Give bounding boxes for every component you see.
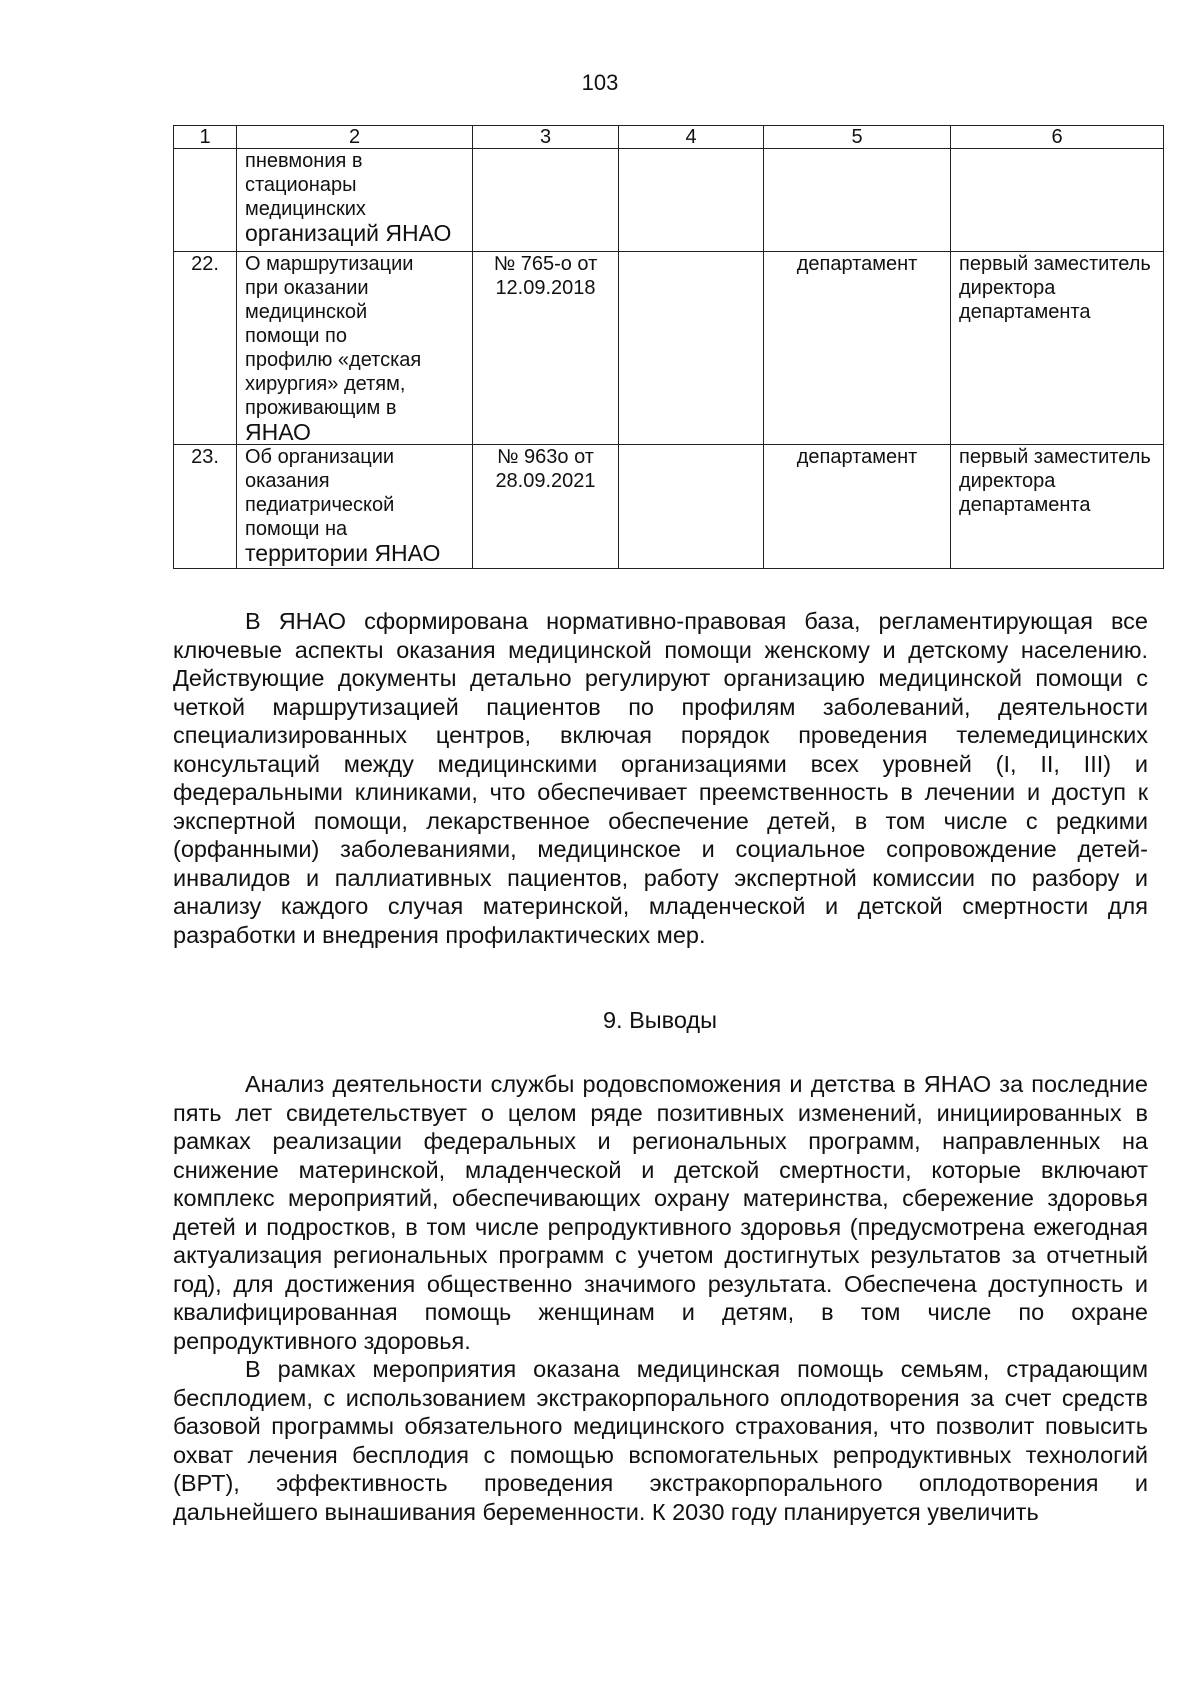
- responsible: [951, 149, 1164, 252]
- column-header: 1: [174, 126, 237, 149]
- row-number: [174, 149, 237, 252]
- department: департамент: [764, 445, 951, 569]
- document-number: № 765-о от 12.09.2018: [473, 252, 619, 445]
- title-line: педиатрической: [245, 494, 395, 516]
- document-table: [173, 125, 1164, 569]
- section-heading: 9. Выводы: [602, 1007, 718, 1033]
- title-line: Об организации: [245, 446, 395, 468]
- body-text-2: [173, 1070, 1148, 1526]
- row-number: 22.: [174, 252, 237, 445]
- table-row: [174, 149, 1164, 252]
- title-line: организаций ЯНАО: [245, 220, 452, 246]
- document-title: [237, 252, 473, 445]
- column-header: 2: [237, 126, 473, 149]
- table-row: [174, 445, 1164, 569]
- responsible: первый заместитель директора департамента: [951, 445, 1164, 569]
- column-header: 4: [619, 126, 764, 149]
- paragraph: В ЯНАО сформирована нормативно-правовая база, регламентирующая все ключевые аспекты оказания медицинской помощи женскому и детскому населению. Действующие документы детально регулируют организацию медицинской помощи с четкой маршрутизацией пациентов по профилям заболеваний, деятельности специализированных центров, включая порядок проведения телемедицинских консультаций между медицинскими организациями всех уровней (I, II, III) и федеральными клиниками, что обеспечивает преемственность в лечении и доступ к экспертной помощи, лекарственное обеспечение детей, в том числе с редкими (орфанными) заболеваниями, медицинское и социальное сопровождение детей-инвалидов и паллиативных пациентов, работу экспертной комиссии по разбору и анализу каждого случая материнской, младенческой и детской смертности для разработки и внедрения профилактических мер.: [173, 608, 1148, 948]
- table-header-row: [174, 126, 1164, 149]
- paragraph: В рамках мероприятия оказана медицинская помощь семьям, страдающим бесплодием, с использованием экстракорпорального оплодотворения за счет средств базовой программы обязательного медицинского страхования, что позволит повысить охват лечения бесплодия с помощью вспомогательных репродуктивных технологий (ВРТ), эффективность проведения экстракорпорального оплодотворения и дальнейшего вынашивания беременности. К 2030 году планируется увеличить: [173, 1356, 1148, 1525]
- title-line: хирургия» детям,: [245, 373, 406, 395]
- title-line: территории ЯНАО: [245, 540, 441, 566]
- paragraph: Анализ деятельности службы родовспоможения и детства в ЯНАО за последние пять лет свидетельствует о целом ряде позитивных изменений, инициированных в рамках реализации федеральных и региональных программ, направленных на снижение материнской, младенческой и детской смертности, которые включают комплекс мероприятий, обеспечивающих охрану материнства, сбережение здоровья детей и подростков, в том числе репродуктивного здоровья (предусмотрена ежегодная актуализация региональных программ с учетом достигнутых результатов за отчетный год), для достижения общественно значимого результата. Обеспечена доступность и квалифицированная помощь женщинам и детям, в том числе по охране репродуктивного здоровья.: [173, 1071, 1148, 1354]
- column-header: 3: [473, 126, 619, 149]
- title-line: проживающим в: [245, 397, 397, 419]
- document-title: [237, 149, 473, 252]
- title-line: медицинских: [245, 198, 366, 220]
- title-line: при оказании: [245, 277, 369, 299]
- title-line: ЯНАО: [245, 419, 311, 445]
- department: департамент: [764, 252, 951, 445]
- column-4-cell: [619, 149, 764, 252]
- title-line: пневмония в: [245, 150, 363, 172]
- title-line: профилю «детская: [245, 349, 422, 371]
- title-line: О маршрутизации: [245, 253, 414, 275]
- title-line: помощи по: [245, 325, 347, 347]
- title-line: оказания: [245, 470, 330, 492]
- column-4-cell: [619, 445, 764, 569]
- department: [764, 149, 951, 252]
- table-row: [174, 252, 1164, 445]
- title-line: помощи на: [245, 518, 348, 540]
- column-header: 5: [764, 126, 951, 149]
- page-number: 103: [581, 70, 619, 95]
- responsible: первый заместитель директора департамента: [951, 252, 1164, 445]
- column-4-cell: [619, 252, 764, 445]
- document-number: [473, 149, 619, 252]
- row-number: 23.: [174, 445, 237, 569]
- title-line: медицинской: [245, 301, 368, 323]
- column-header: 6: [951, 126, 1164, 149]
- title-line: стационары: [245, 174, 357, 196]
- body-text-1: [173, 607, 1148, 949]
- document-number: № 963о от 28.09.2021: [473, 445, 619, 569]
- document-title: [237, 445, 473, 569]
